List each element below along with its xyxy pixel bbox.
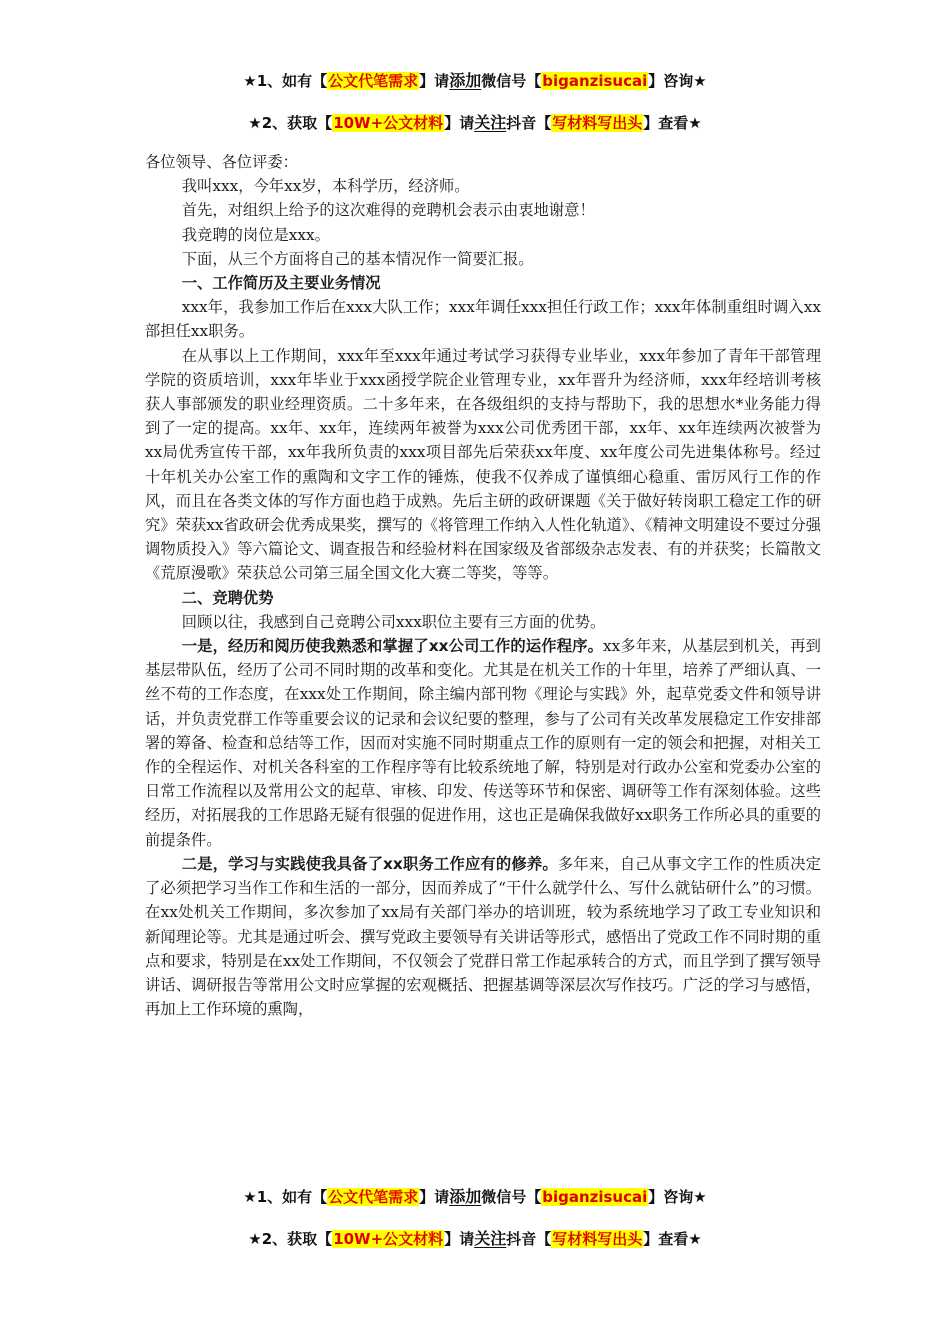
highlight-service: 公文代笔需求 — [328, 72, 419, 90]
document-body — [145, 150, 821, 1021]
paragraph: 我竞聘的岗位是xxx。 — [181, 225, 330, 244]
highlight-douyin: 写材料写出头 — [552, 1230, 643, 1248]
highlight-service: 公文代笔需求 — [328, 1188, 419, 1206]
highlight-wechat-id: biganzisucai — [542, 1188, 648, 1206]
highlight-materials: 10W+公文材料 — [333, 1230, 444, 1248]
highlight-douyin: 写材料写出头 — [552, 114, 643, 132]
paragraph: 我叫xxx，今年xx岁，本科学历，经济师。 — [181, 177, 470, 196]
paragraph: 首先，对组织上给予的这次难得的竞聘机会表示由衷地谢意！ — [181, 201, 595, 220]
paragraph: 在从事以上工作期间，xxx年至xxx年通过考试学习获得专业毕业，xxx年参加了青年干部管理学院的资质培训，xxx年毕业于xxx函授学院企业管理专业，xx年晋升为经济师，xxx年经培训考核获人事部颁发的职业经理资质。二十多年来，在各级组织的支持与帮助下，我的思想水*业务能力得到了一定的提高。xx年、xx年，连续两年被誉为xxx公司优秀团干部，xx年、xx年连续两次被誉为xx局优秀宣传干部，xx年我所负责的xxx项目部先后荣获xx年度、xx年度公司先进集体称号。经过十年机关办公室工作的熏陶和文字工作的锤炼，使我不仅养成了谨慎细心稳重、雷厉风行工作的作风，而且在各类文体的写作方面也趋于成熟。先后主研的政研课题《关于做好转岗职工稳定工作的研究》荣获xx省政研会优秀成果奖，撰写的《将管理工作纳入人性化轨道》、《精神文明建设不要过分强调物质投入》等六篇论文、调查报告和经验材料在国家级及省部级杂志发表、有的并获奖；长篇散文《荒原漫歌》荣获总公司第三届全国文化大赛二等奖，等等。 — [145, 346, 821, 583]
bold-lead: 二是，学习与实践使我具备了xx职务工作应有的修养。 — [181, 854, 558, 873]
paragraph: 下面，从三个方面将自己的基本情况作一简要汇报。 — [181, 249, 534, 268]
paragraph: 一是，经历和阅历使我熟悉和掌握了xx公司工作的运作程序。xx多年来，从基层到机关，再到基层带队伍，经历了公司不同时期的改革和变化。尤其是在机关工作的十年里，培养了严细认真、一丝不苟的工作态度，在xxx处工作期间，除主编内部刊物《理论与实践》外，起草党委文件和领导讲话，并负责党群工作等重要会议的记录和会议纪要的整理，参与了公司有关改革发展稳定工作安排部署的筹备、检查和总结等工作，因而对实施不同时期重点工作的原则有一定的领会和把握，对相关工作的全程运作、对机关各科室的工作程序等有比较系统地了解，特别是对行政办公室和党委办公室的日常工作流程以及常用公文的起草、审核、印发、传送等环节和保密、调研等工作有深刻体验。这些经历，对拓展我的工作思路无疑有很强的促进作用，这也正是确保我做好xx职务工作所必具的重要的前提条件。 — [145, 637, 821, 849]
paragraph: 二是，学习与实践使我具备了xx职务工作应有的修养。多年来，自己从事文字工作的性质决定了必须把学习当作工作和生活的一部分，因而养成了“干什么就学什么、写什么就钻研什么”的习惯。在xx处机关工作期间，多次参加了xx局有关部门举办的培训班，较为系统地学习了政工专业知识和新闻理论等。尤其是通过听会、撰写党政主要领导有关讲话等形式，感悟出了党政工作不同时期的重点和要求，特别是在xx处工作期间，不仅领会了党群日常工作起承转合的方式，而且学到了撰写领导讲话、调研报告等常用公文时应掌握的宏观概括、把握基调等深层次写作技巧。广泛的学习与感悟，再加上工作环境的熏陶， — [145, 854, 821, 1019]
highlight-wechat-id: biganzisucai — [542, 72, 648, 90]
paragraph: 回顾以往，我感到自己竞聘公司xxx职位主要有三方面的优势。 — [181, 612, 606, 631]
greeting: 各位领导、各位评委： — [145, 153, 298, 171]
top-banner-line-2: ★2、获取【10W+公文材料】请关注抖音【写材料写出头】查看★ — [248, 113, 702, 132]
bottom-banner-line-1: ★1、如有【公文代笔需求】请添加微信号【biganzisucai】咨询★ — [243, 1187, 707, 1206]
section-heading-2: 二、竞聘优势 — [181, 588, 274, 607]
highlight-materials: 10W+公文材料 — [333, 114, 444, 132]
paragraph: xxx年，我参加工作后在xxx大队工作；xxx年调任xxx担任行政工作；xxx年体制重组时调入xx部担任xx职务。 — [145, 298, 821, 341]
top-banner-line-1: ★1、如有【公文代笔需求】请添加微信号【biganzisucai】咨询★ — [243, 71, 707, 90]
section-heading-1: 一、工作简历及主要业务情况 — [181, 274, 381, 293]
bottom-banner-line-2: ★2、获取【10W+公文材料】请关注抖音【写材料写出头】查看★ — [248, 1229, 702, 1248]
bold-lead: 一是，经历和阅历使我熟悉和掌握了xx公司工作的运作程序。 — [181, 637, 604, 656]
